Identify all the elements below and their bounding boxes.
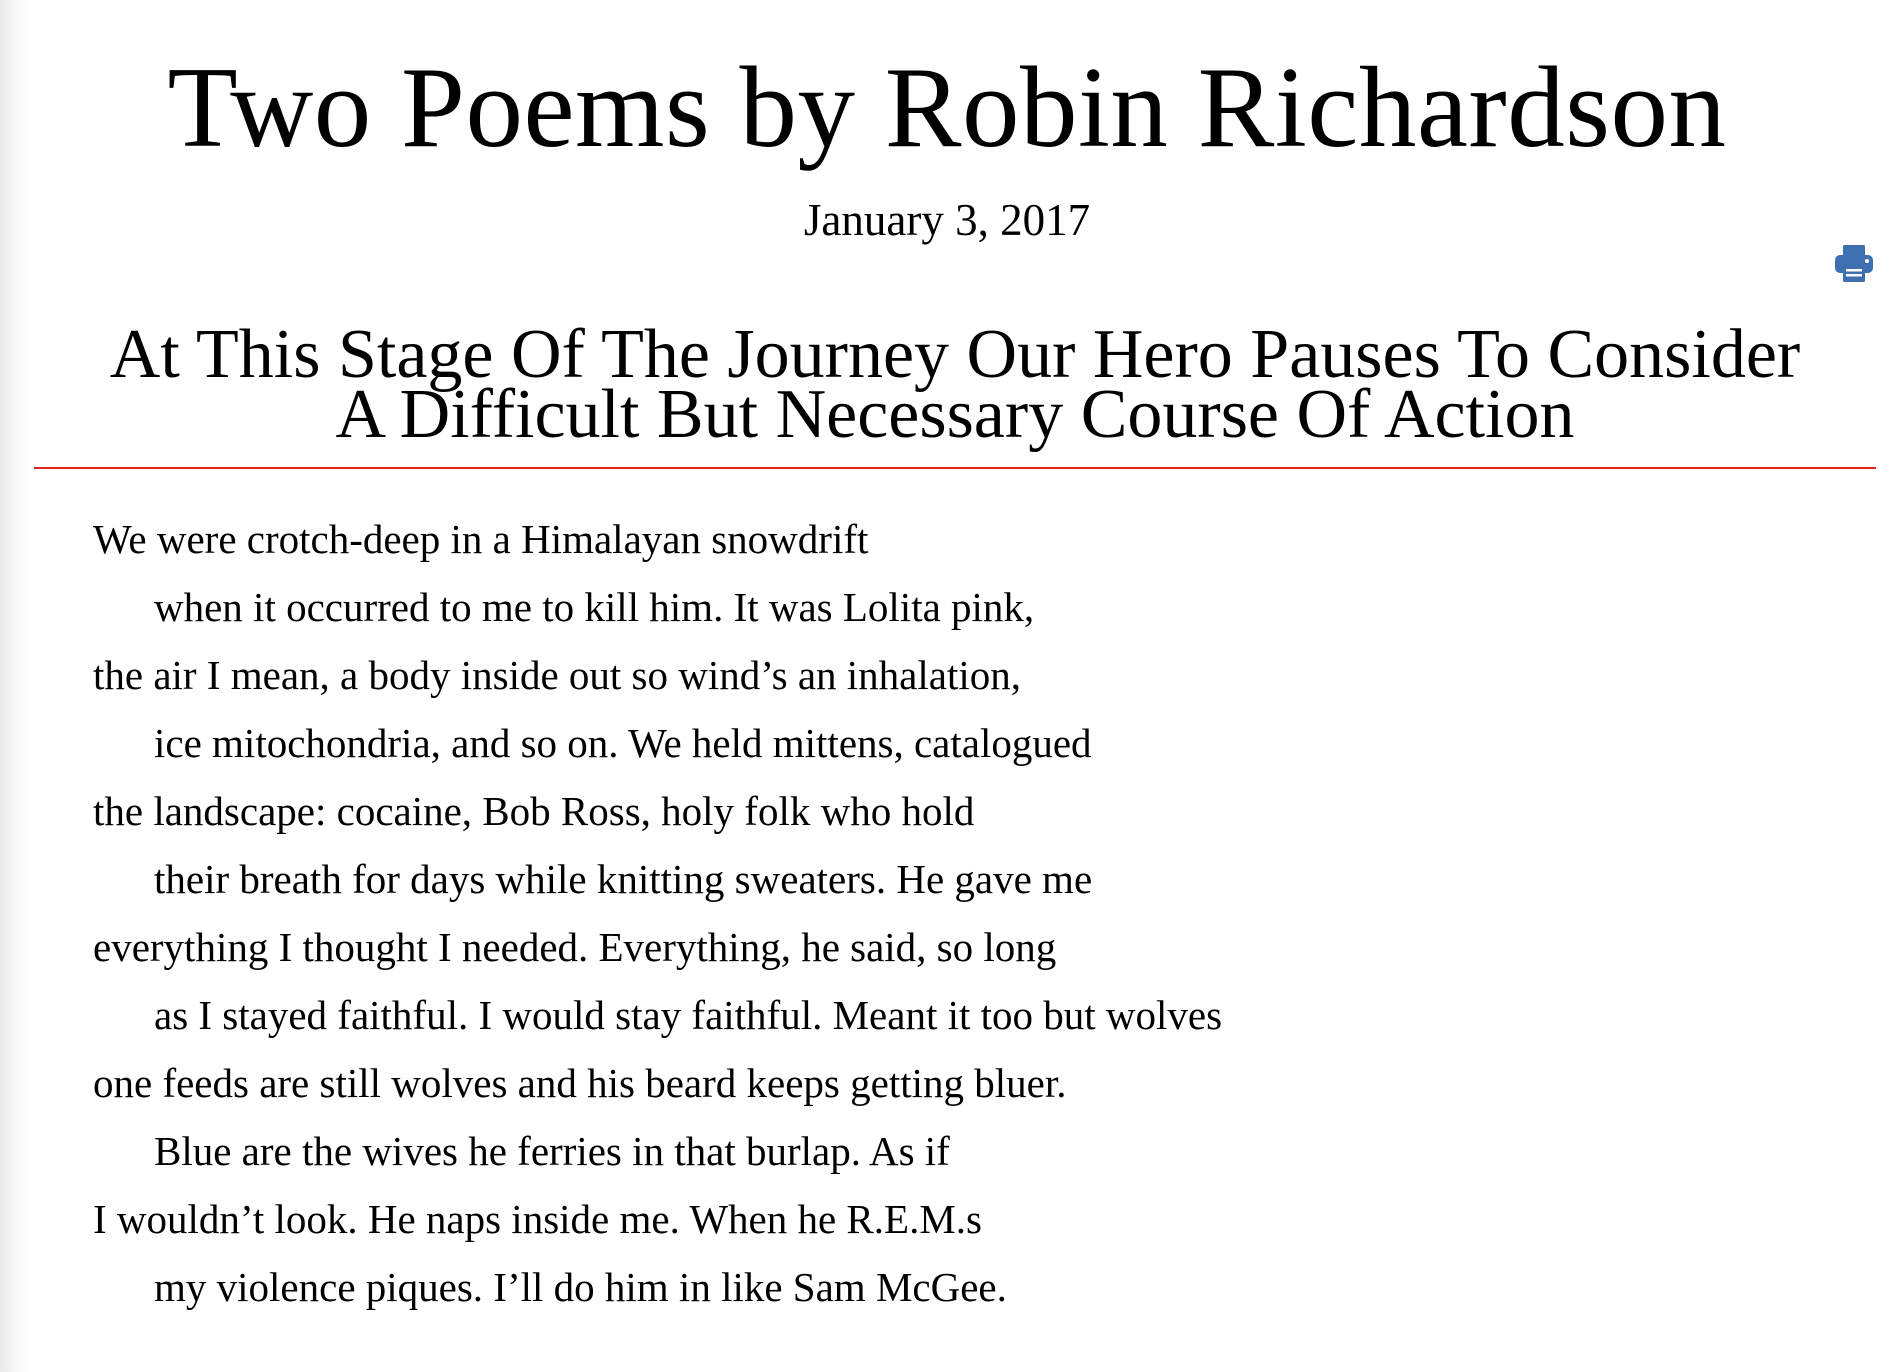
poem-title-line-2: A Difficult But Necessary Course Of Action	[335, 376, 1575, 453]
poem-body	[93, 505, 1793, 1321]
poem-line: We were crotch-deep in a Himalayan snowdrift	[93, 516, 869, 562]
poem-line: ice mitochondria, and so on. We held mittens, catalogued	[154, 720, 1092, 766]
print-button[interactable]	[1832, 242, 1876, 286]
page-title: Two Poems by Robin Richardson	[167, 44, 1727, 171]
title-divider	[34, 467, 1876, 469]
poem-line: the landscape: cocaine, Bob Ross, holy folk who hold	[93, 788, 975, 834]
poem-line: my violence piques. I’ll do him in like Sam McGee.	[154, 1264, 1007, 1310]
poem-line: I wouldn’t look. He naps inside me. When he R.E.M.s	[93, 1196, 982, 1242]
poem-line: their breath for days while knitting sweaters. He gave me	[154, 856, 1093, 902]
poem-line: everything I thought I needed. Everything, he said, so long	[93, 924, 1057, 970]
poem-line: when it occurred to me to kill him. It was Lolita pink,	[154, 584, 1035, 630]
poem-title-line-1: At This Stage Of The Journey Our Hero Pauses To Consider	[109, 316, 1801, 393]
poem-line: the air I mean, a body inside out so wind’s an inhalation,	[93, 652, 1022, 698]
poem-line: as I stayed faithful. I would stay faithful. Meant it too but wolves	[154, 992, 1223, 1038]
poem-line: one feeds are still wolves and his beard keeps getting bluer.	[93, 1060, 1067, 1106]
poem-title	[34, 316, 1876, 453]
printer-icon	[1832, 242, 1876, 286]
post-date: January 3, 2017	[803, 195, 1091, 245]
poem-line: Blue are the wives he ferries in that burlap. As if	[154, 1128, 950, 1174]
